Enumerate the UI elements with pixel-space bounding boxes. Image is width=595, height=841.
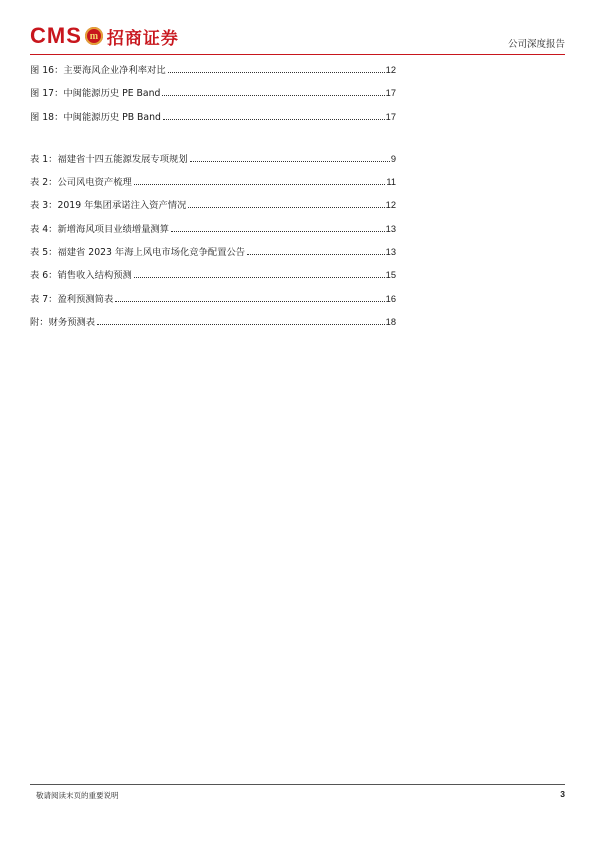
toc-leader-dots — [162, 95, 384, 96]
table-of-contents — [30, 63, 396, 338]
logo-emblem-icon: m — [85, 27, 103, 45]
toc-entry-label: 表 5：福建省 2023 年海上风电市场化竞争配置公告 — [30, 247, 246, 259]
toc-entry-label: 图 17：中闽能源历史 PE Band — [30, 88, 161, 100]
section-spacer — [30, 133, 396, 152]
company-logo — [30, 20, 179, 52]
toc-entry-label: 表 3：2019 年集团承诺注入资产情况 — [30, 200, 187, 212]
toc-entry-page: 13 — [385, 223, 396, 234]
toc-leader-dots — [190, 161, 390, 162]
toc-table-5[interactable] — [30, 245, 396, 268]
toc-table-6[interactable] — [30, 268, 396, 291]
toc-entry-page: 16 — [385, 293, 396, 304]
toc-leader-dots — [171, 231, 385, 232]
disclaimer-note: 敬请阅读末页的重要说明 — [36, 791, 119, 800]
toc-entry-page: 17 — [385, 111, 396, 122]
footer-divider — [30, 784, 565, 785]
toc-leader-dots — [168, 72, 385, 73]
page-number: 3 — [560, 789, 565, 799]
toc-entry-page: 12 — [385, 200, 396, 211]
toc-appendix-financials[interactable] — [30, 315, 396, 338]
toc-entry-label: 表 1：福建省十四五能源发展专项规划 — [30, 153, 188, 165]
toc-table-4[interactable] — [30, 222, 396, 245]
toc-entry-label: 表 4：新增海风项目业绩增量测算 — [30, 223, 170, 235]
toc-entry-page: 17 — [385, 88, 396, 99]
toc-leader-dots — [247, 254, 385, 255]
toc-leader-dots — [134, 277, 385, 278]
toc-table-3[interactable] — [30, 198, 396, 221]
toc-figure-17[interactable] — [30, 86, 396, 109]
toc-entry-label: 表 6：销售收入结构预测 — [30, 270, 132, 282]
page-header — [30, 20, 565, 54]
toc-entry-page: 11 — [386, 177, 396, 188]
toc-leader-dots — [97, 324, 385, 325]
toc-entry-label: 图 18：中闽能源历史 PB Band — [30, 111, 161, 123]
toc-entry-label: 表 7：盈利预测简表 — [30, 293, 114, 305]
toc-entry-label: 图 16：主要海风企业净利率对比 — [30, 65, 166, 76]
toc-leader-dots — [163, 119, 385, 120]
toc-figure-18[interactable] — [30, 110, 396, 133]
report-type-label: 公司深度报告 — [507, 39, 565, 50]
toc-entry-label: 表 2：公司风电资产梳理 — [30, 177, 132, 189]
toc-table-7[interactable] — [30, 292, 396, 315]
toc-table-1[interactable] — [30, 152, 396, 175]
toc-table-2[interactable] — [30, 175, 396, 198]
header-divider — [30, 54, 565, 55]
toc-leader-dots — [188, 207, 384, 208]
logo-latin-text: CMS — [30, 23, 82, 48]
toc-entry-label: 附：财务预测表 — [30, 316, 96, 328]
toc-figure-16[interactable] — [30, 63, 396, 86]
toc-entry-page: 12 — [385, 65, 396, 75]
toc-entry-page: 9 — [390, 153, 396, 164]
toc-leader-dots — [115, 301, 384, 302]
toc-entry-page: 13 — [385, 247, 396, 258]
toc-entry-page: 15 — [385, 270, 396, 281]
toc-leader-dots — [134, 184, 386, 185]
logo-chinese-text: 招商证券 — [106, 28, 179, 49]
toc-entry-page: 18 — [385, 316, 396, 327]
